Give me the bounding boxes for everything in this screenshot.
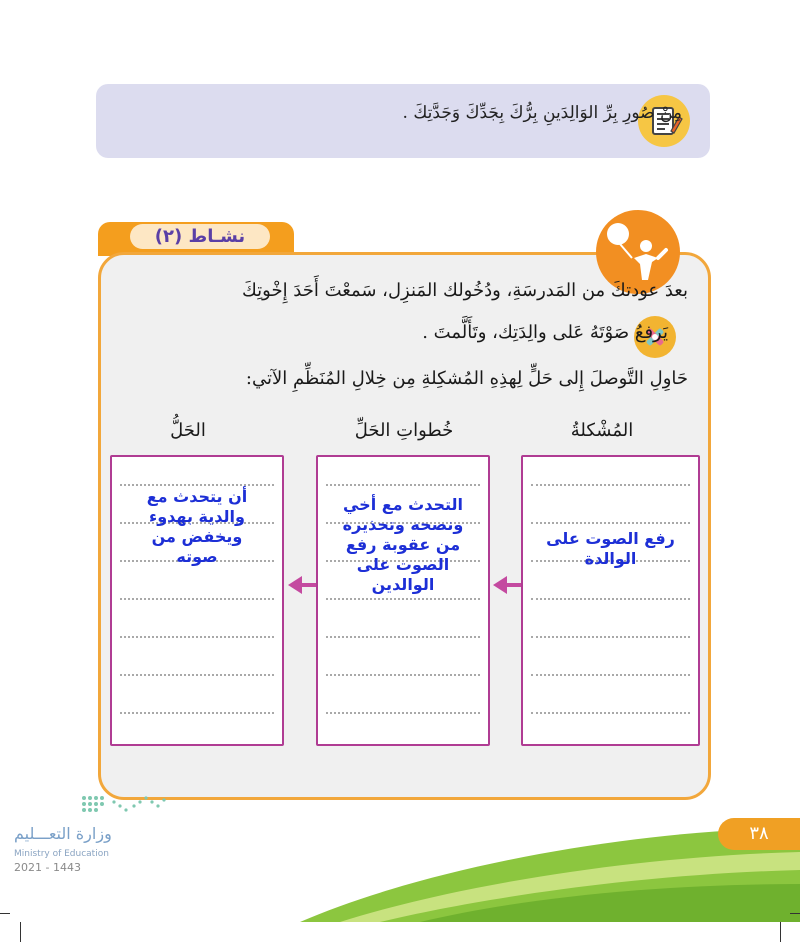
- activity-line-1: بعدَ عودتكَ من المَدرسَةِ، ودُخُولك المَنزِل، سَمعْتَ أَحَدَ إِخْوتِكَ: [241, 280, 688, 301]
- problem-box: [521, 455, 700, 746]
- crop-mark: [0, 913, 10, 914]
- activity-line-3: حَاوِلِ التَّوصلَ إِلى حَلٍّ لِهذِهِ المُشكِلةِ مِن خِلالِ المُنَظِّمِ الآتي:: [245, 368, 688, 389]
- arrow-left-icon: [493, 576, 507, 594]
- activity-title: نشـاط (٢): [130, 224, 270, 249]
- crop-mark: [20, 922, 21, 942]
- solution-box: [110, 455, 284, 746]
- column-heading-steps: خُطواتِ الحَلِّ: [354, 420, 454, 441]
- ministry-name-english: Ministry of Education: [14, 849, 109, 859]
- green-wave-decoration: [0, 800, 800, 942]
- banner-text: مِنْ صُورِ بِرِّ الوَالِدَينِ بِرُّكَ بِجَدِّكَ وَجَدَّتِكَ .: [402, 103, 682, 123]
- page-number: ٣٨: [718, 818, 800, 850]
- problem-answer[interactable]: رفع الصوت على الوالدة: [546, 529, 675, 568]
- ministry-name-arabic: وزارة التعـــليم: [14, 824, 112, 843]
- ministry-dots-logo: [80, 794, 170, 818]
- column-heading-solution: الحَلُّ: [170, 420, 206, 441]
- ministry-year: 2021 - 1443: [14, 861, 81, 874]
- solution-answer[interactable]: أن يتحدث مع والدية بهدوء ويخفض من صوته: [146, 487, 248, 566]
- column-heading-problem: المُشْكلةُ: [570, 420, 634, 441]
- activity-line-2: يَرفعُ صَوْتَهُ عَلى والِدَتِك، وتَأَلَّمتَ .: [422, 322, 668, 343]
- crop-mark: [790, 913, 800, 914]
- steps-box: [316, 455, 490, 746]
- arrow-shaft-1: [507, 583, 521, 587]
- arrow-left-icon: [288, 576, 302, 594]
- crop-mark: [780, 922, 781, 942]
- arrow-shaft-2: [302, 583, 316, 587]
- steps-answer[interactable]: التحدث مع أخي ونصحه وتحذيره من عقوبة رفع الصوت على الوالدين: [342, 495, 464, 594]
